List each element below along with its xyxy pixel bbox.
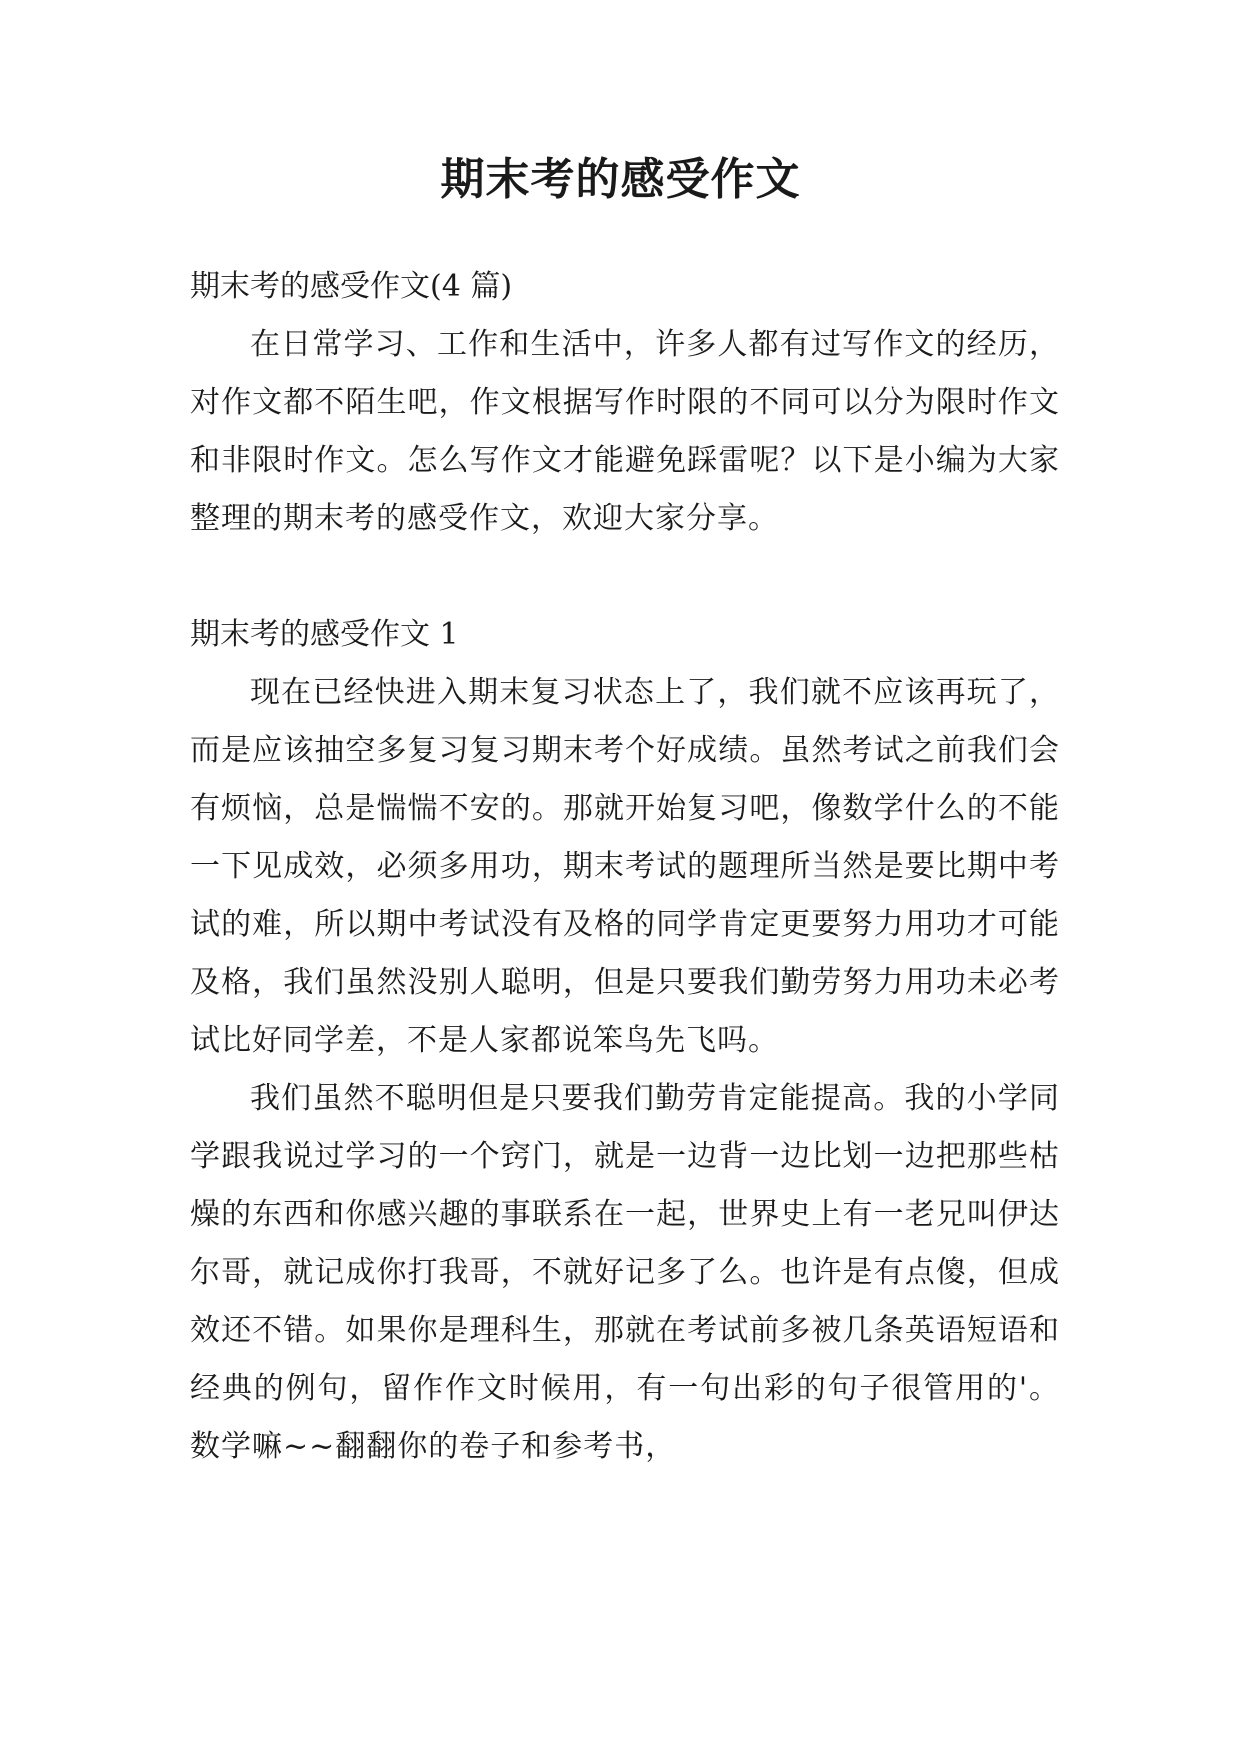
body-paragraph: 现在已经快进入期末复习状态上了，我们就不应该再玩了，而是应该抽空多复习复习期末考个好成绩。虽然考试之前我们会有烦恼，总是惴惴不安的。那就开始复习吧，像数学什么的不能一下见成效，必须多用功，期末考试的题理所当然是要比期中考试的难，所以期中考试没有及格的同学肯定更要努力用功才可能及格，我们虽然没别人聪明，但是只要我们勤劳努力用功未必考试比好同学差，不是人家都说笨鸟先飞吗。: [190, 675, 1060, 1058]
section-heading: 期末考的感受作文 1: [190, 617, 459, 652]
document-title: 期末考的感受作文: [440, 154, 801, 205]
document-body: [190, 258, 1060, 1476]
intro-paragraph: 在日常学习、工作和生活中，许多人都有过写作文的经历，对作文都不陌生吧，作文根据写作时限的不同可以分为限时作文和非限时作文。怎么写作文才能避免踩雷呢？以下是小编为大家整理的期末考的感受作文，欢迎大家分享。: [190, 327, 1060, 536]
document-subtitle: 期末考的感受作文(4 篇): [190, 269, 513, 304]
paragraph-spacer: [190, 548, 1060, 606]
body-paragraph: 我们虽然不聪明但是只要我们勤劳肯定能提高。我的小学同学跟我说过学习的一个窍门，就是一边背一边比划一边把那些枯燥的东西和你感兴趣的事联系在一起，世界史上有一老兄叫伊达尔哥，就记成你打我哥，不就好记多了么。也许是有点傻，但成效还不错。如果你是理科生，那就在考试前多被几条英语短语和经典的例句，留作作文时候用，有一句出彩的句子很管用的'。数学嘛~~翻翻你的卷子和参考书，: [190, 1081, 1060, 1464]
